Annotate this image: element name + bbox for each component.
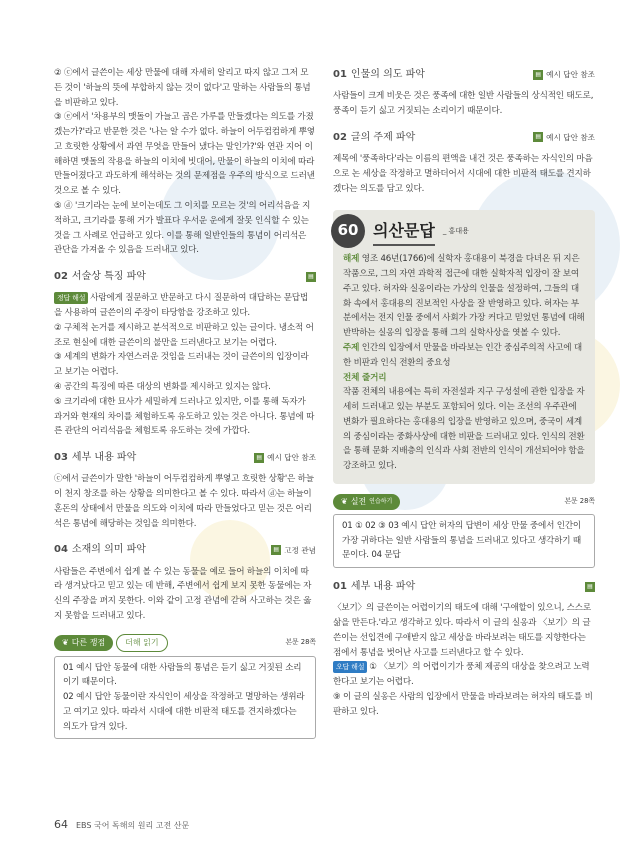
- practice-text: 01 ① 02 ③ 03 예시 답안 허자의 답변이 세상 만물 중에서 인간이 가장 귀하다는 일반 사람들의 통념을 드러내고 있다고 생각하기 때문이다. 04 문답: [342, 520, 582, 561]
- section-03-header: 03 세부 내용 파악 ▤ 예시 답안 참조: [54, 452, 316, 464]
- extra-pill: 더해 읽기: [116, 634, 167, 652]
- doc-icon: ▤: [271, 545, 281, 555]
- s02-line-5: ⑤ 크기라에 대한 묘사가 세밀하게 드러나고 있지만, 이를 통해 독자가 과거와 현재의 차이를 체험하도록 유도하고 있는 것은 아니다. 통념에 따른 관단의 어리석음을 체험토록 유도하는 것에 가깝다.: [54, 396, 315, 437]
- answer-page: 본문 28쪽: [564, 497, 595, 506]
- page-number: 64: [54, 818, 68, 832]
- intro-para-2: ③ ⓔ에서 '차용부의 맷돌이 가늘고 곱은 가루를 만들겠다는 의도를 가졌겠는가?'라고 반문한 것은 '나는 알 수가 없다. 하늘이 어두컴컴하게 뿌옇고 흐릿한 상황에서 과연 무엇을 만들어 냈다는 말인가?'와 연관 지어 이해하면 맷돌의 작용을 하늘의 이치에 빗대어, 만물이 하늘의 이치에 따라 만들어졌다고 과도하게 해석하는 것의 문제점을 우주의 방식으로 드러낸 것으로 볼 수 있다.: [54, 112, 315, 197]
- other-box: [54, 656, 316, 740]
- intro-para-1: ② ⓒ에서 글쓴이는 세상 만물에 대해 자세히 알리고 따지 않고 그저 모든 것이 '하늘의 뜻에 부합하지 않는 것이 없다'고 말하는 사람들의 통념을 비판하고 있다.: [54, 68, 311, 108]
- leaf-icon: ❦: [341, 497, 348, 506]
- left-column: [54, 66, 316, 739]
- box-item-2: 주제 인간의 입장에서 만물을 바라보는 인간 중심주의적 사고에 대한 비판과 인식 전환의 중요성: [343, 342, 583, 368]
- r-s01b-line-3: ⑨ 이 글의 실옹은 사람의 입장에서 만물을 바라보려는 허자의 태도를 비판하고 있다.: [333, 691, 593, 717]
- s04-line-1: 사람들은 주변에서 쉽게 볼 수 있는 동물을 예로 들어 하늘의 이치에 따라 생겨났다고 믿고 있는 데 반해, 주변에서 쉽게 보지 못한 동물에는 자신의 주장을 펴지 못한다. 이와 같이 고정 관념에 갇혀 사고하는 것은 옳지 못함을 드러내고 있다.: [54, 566, 312, 621]
- r-section-01b-header: 01 세부 내용 파악 ▤: [333, 578, 595, 595]
- section-02-header: [54, 268, 316, 285]
- s03-line-1: ⓒ에서 글쓴이가 말한 '하늘이 어두컴컴하게 뿌옇고 흐릿한 상황'은 하늘이 천지 창조를 하는 상황을 의미한다고 볼 수 있다. 따라서 ⓓ는 하늘이 혼돈의 상태에서 만물을 의도와 이치에 따라 만들었다고 믿는 것은 어리석은 통념에 해당하는 것임을 의미한다.: [54, 474, 314, 529]
- box-item-1: 해제 영조 46년(1766)에 실학자 홍대용이 북경을 다녀온 뒤 지은 작품으로, 그의 자연 과학적 접근에 대한 실학자적 입장이 잘 보여 주고 있다. 허자와 실옹이라는 가상의 인물을 설정하여, 그들의 대화 속에서 홍대용의 진보적인 사상을 잘 반영하고 있다. 허자는 부분에서는 전지 인물 중에서 사회가 가장 커다고 믿었던 통념에 대해 반박하는 실옹의 입장을 통해 그의 실학사상을 엿볼 수 있다.: [343, 254, 585, 339]
- section-04-header: 04 소재의 의미 파악 ▤ 고정 관념: [54, 544, 316, 556]
- box-60: [333, 210, 595, 484]
- other-line-1: 01 예시 답안 동물에 대한 사람들의 통념은 듣기 싫고 거짓된 소리이기 때문이다.: [63, 662, 302, 688]
- box-item-3: 작품 전체의 내용에는 특히 자전설과 지구 구성설에 관한 입장을 자세히 드러내고 있는 부분도 포함되어 있다. 이는 조선의 우주관에 변화가 필요하다는 홍대용의 입장을 반영하고 있으며, 중국이 세계의 중심이라는 중화사상에 대한 비판을 드러내고 있다. 인식의 전환을 통해 문화 지배층의 인식과 사회 전반의 인식이 개선되어야 함을 강조하고 있다.: [343, 387, 585, 472]
- book-title: EBS 국어 독해의 원리 고전 산문: [76, 820, 190, 830]
- section-num: 02: [54, 271, 68, 283]
- intro-para-3: ⑤ ⓓ '크기라는 눈에 보이는데도 그 이치를 모르는 것'의 어리석음을 지적하고, 크기라를 통해 거가 발표다 우서운 운에게 잘못 인식할 수 있는 것을 그 사례로 언급하고 있다. 이를 통해 일반인들의 통념이 어리석은 관단을 가져올 수 있음을 드러내고 있다.: [54, 201, 311, 256]
- section-title: 서술상 특징 파악: [71, 271, 146, 283]
- practice-header: [333, 494, 595, 510]
- r-section-02-header: 02 글의 주제 파악 ▤ 예시 답안 참조: [333, 131, 595, 143]
- r-section-01-header: 01 인물의 의도 파악 ▤ 예시 답안 참조: [333, 69, 595, 80]
- r-s01-text: 사람들이 크게 비웃은 것은 풍족에 대한 일반 사람들의 상식적인 태도로, 풍족이 듣기 싫고 거짓되는 소리이기 때문이다.: [333, 91, 594, 116]
- answer-page: 본문 28쪽: [285, 637, 316, 646]
- work-author: _ 홍대용: [442, 227, 469, 236]
- other-line-2: 02 예시 답안 동물이란 자식인이 세상을 작정하고 멸망하는 생위라고 여기고 있다. 따라서 시대에 대한 비판적 태도를 견지하겠다는 의도가 담겨 있다.: [63, 692, 305, 732]
- answer-badge: 정답 해설: [54, 292, 88, 304]
- r-s01b-line-1: 〈보기〉의 글쓴이는 어렵이기의 태도에 대해 '구애할이 있으니, 스스로 삶을 만든다.'라고 생각하고 있다. 따라서 이 글의 실옹과 〈보기〉의 글쓴이는 선입견에 구애받지 않고 세상을 바라보려는 태도를 지향한다는 점에서 통념을 벗어난 사고를 드러낸다고 할 수 있다.: [333, 603, 591, 658]
- right-column: [333, 66, 595, 720]
- work-number-badge: 60: [331, 214, 365, 248]
- doc-icon: ▤: [306, 272, 316, 282]
- r-s01b-line-2: 오답 해설 ① 〈보기〉의 어렵이기가 풍체 제공의 대상을 찾으려고 노력한다고 보기는 어렵다.: [333, 662, 590, 688]
- doc-icon: ▤: [533, 70, 543, 80]
- page-footer: [54, 816, 189, 835]
- doc-icon: ▤: [585, 582, 595, 592]
- s02-line-3: ③ 세계의 변화가 자연스러운 것임을 드러내는 것이 글쓴이의 입장이라고 보기는 어렵다.: [54, 352, 309, 378]
- other-header: [54, 634, 316, 652]
- other-pill: ❦ 다른 쟁점: [54, 635, 113, 651]
- s02-line-1: 정답 해설 사람에게 질문하고 반문하고 다시 질문하여 대답하는 문답법을 사용하여 글쓴이의 주장이 타당함을 강조하고 있다.: [54, 293, 309, 319]
- doc-icon: ▤: [254, 453, 264, 463]
- work-title: 의산문답: [373, 217, 435, 247]
- wrong-answer-badge: 오답 해설: [333, 661, 367, 673]
- box-item-3-label: 전체 줄거리: [343, 372, 387, 383]
- practice-box: [333, 514, 595, 568]
- r-s02-text: 제목에 '풍족하다'라는 이름의 편액을 내건 것은 풍족하는 자식인의 마음으로 논 세상을 작정하고 멸하더어서 시대에 대한 비판적 태도를 견지하겠다는 의도를 담고 있다.: [333, 153, 593, 194]
- s02-line-2: ② 구체적 논거를 제시하고 분석적으로 비판하고 있는 글이다. 냉소적 어조로 현실에 대한 글쓴이의 불만을 드러낸다고 보기는 어렵다.: [54, 322, 314, 348]
- leaf-icon: ❦: [62, 637, 69, 647]
- doc-icon: ▤: [533, 132, 543, 142]
- s02-line-4: ④ 공간의 특징에 따른 대상의 변화를 제시하고 있지는 않다.: [54, 382, 271, 393]
- practice-pill: ❦ 실전 연습하기: [333, 494, 400, 510]
